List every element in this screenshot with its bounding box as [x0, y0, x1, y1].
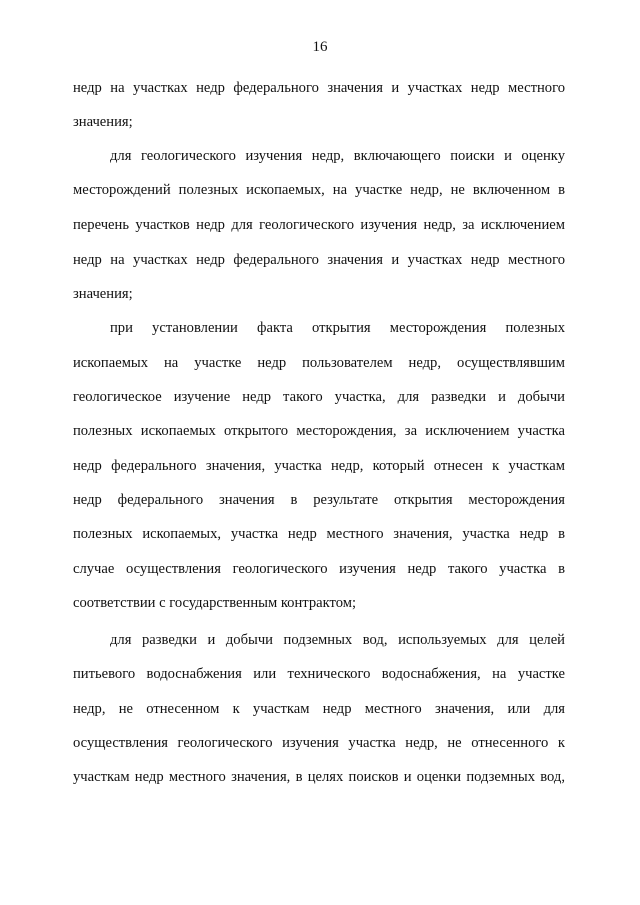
text-line: случае осуществления геологического изучения недр такого участка в: [73, 561, 565, 577]
text-line: питьевого водоснабжения или технического водоснабжения, на участке: [73, 666, 565, 682]
text-line: для разведки и добычи подземных вод, используемых для целей: [110, 632, 565, 648]
text-line: осуществления геологического изучения участка недр, не отнесенного к: [73, 735, 565, 751]
text-line: ископаемых на участке недр пользователем недр, осуществлявшим: [73, 355, 565, 371]
text-line: недр на участках недр федерального значения и участках недр местного: [73, 252, 565, 268]
text-line: недр федерального значения, участка недр, который отнесен к участкам: [73, 458, 565, 474]
text-line: участкам недр местного значения, в целях поисков и оценки подземных вод,: [73, 769, 565, 785]
text-line: при установлении факта открытия месторождения полезных: [110, 320, 565, 336]
text-line: соответствии с государственным контрактом;: [73, 595, 357, 611]
text-line: месторождений полезных ископаемых, на участке недр, не включенном в: [73, 182, 565, 198]
text-line: геологическое изучение недр такого участка, для разведки и добычи: [73, 389, 565, 405]
text-line: полезных ископаемых, участка недр местного значения, участка недр в: [73, 526, 565, 542]
text-line: недр на участках недр федерального значения и участках недр местного: [73, 80, 565, 96]
text-line: перечень участков недр для геологического изучения недр, за исключением: [73, 217, 565, 233]
text-line: для геологического изучения недр, включающего поиски и оценку: [110, 148, 565, 164]
text-line: значения;: [73, 114, 133, 130]
text-line: недр, не отнесенном к участкам недр местного значения, или для: [73, 701, 565, 717]
text-line: недр федерального значения в результате открытия месторождения: [73, 492, 565, 508]
text-line: значения;: [73, 286, 133, 302]
page-number: 16: [312, 39, 328, 55]
text-line: полезных ископаемых открытого месторождения, за исключением участка: [73, 423, 565, 439]
